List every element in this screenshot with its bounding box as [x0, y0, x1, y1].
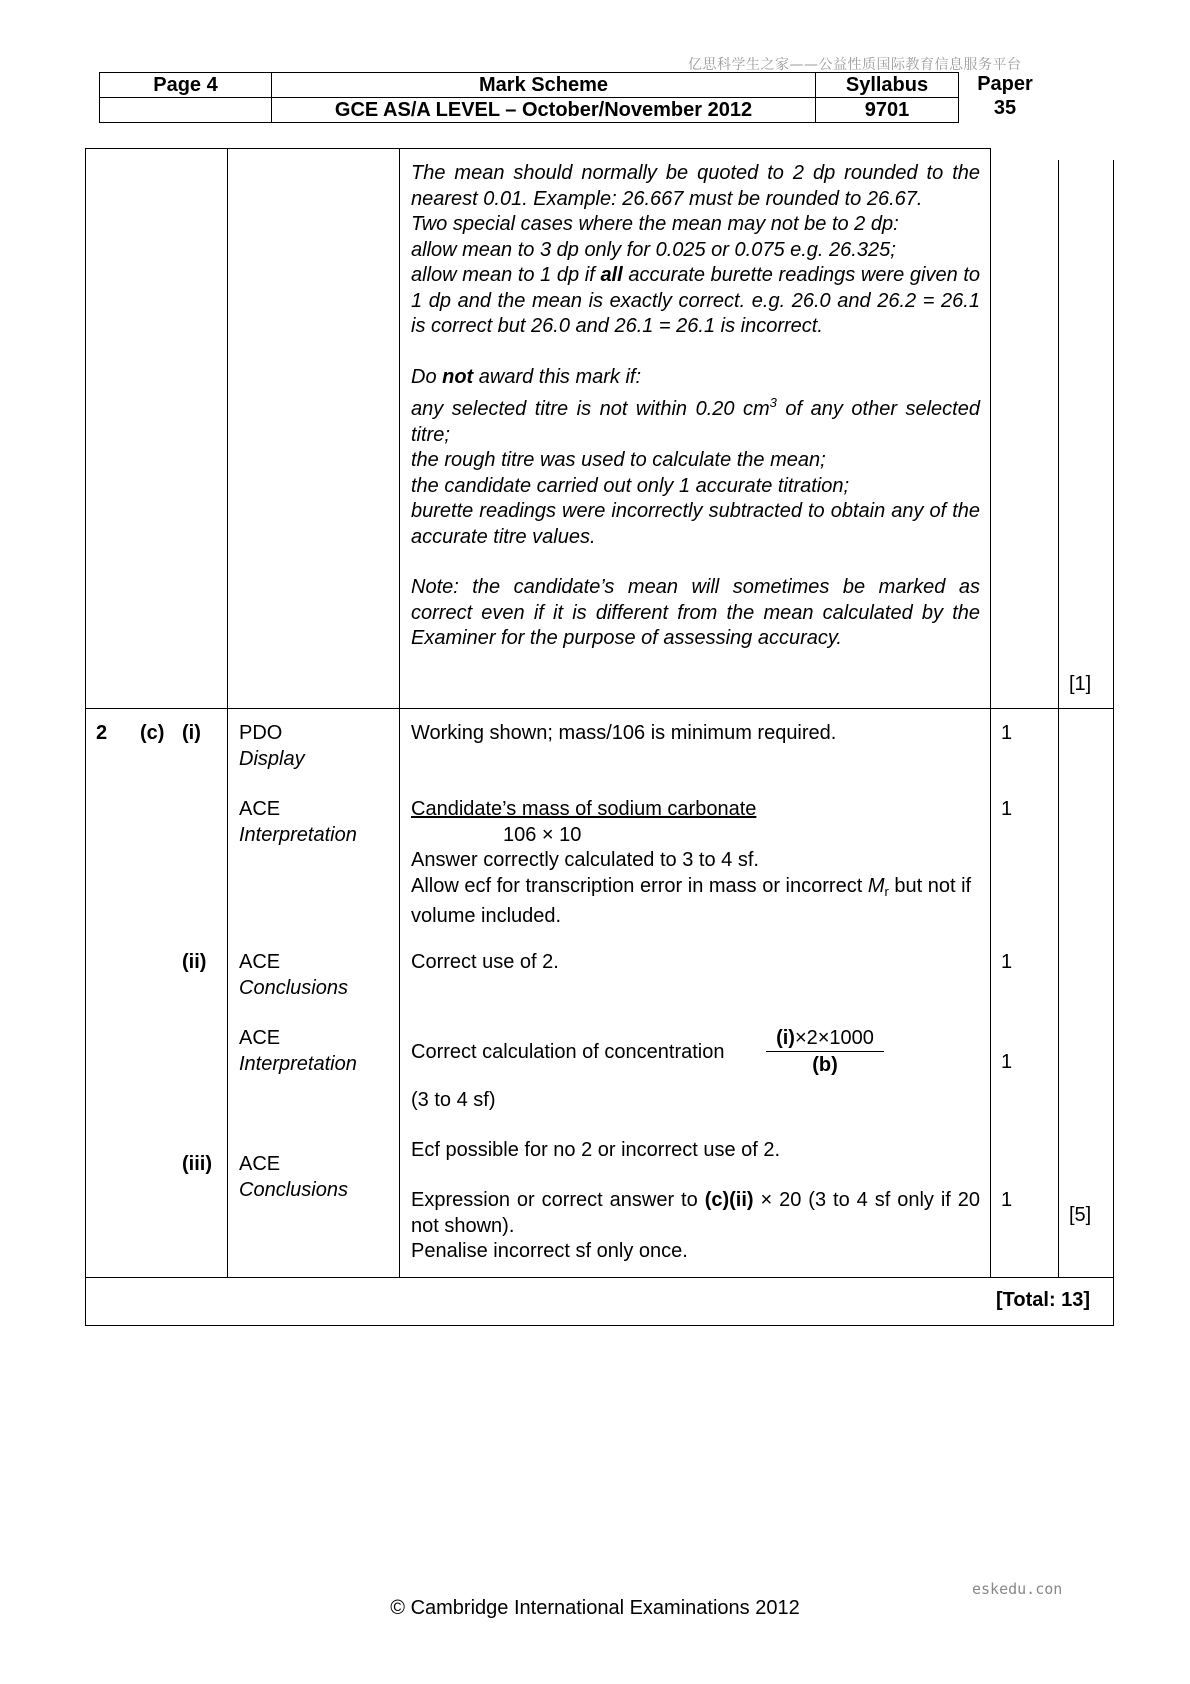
doc-title: Mark Scheme	[272, 73, 816, 98]
doc-subtitle: GCE AS/A LEVEL – October/November 2012	[272, 98, 816, 123]
row2-fraction-numerator: Candidate’s mass of sodium carbonate	[411, 798, 757, 820]
row4-ecf: Ecf possible for no 2 or incorrect use of 2.	[411, 1139, 781, 1161]
row3-text: Correct use of 2.	[411, 951, 559, 973]
subtotal: [5]	[1069, 1204, 1092, 1226]
page-number: Page 4	[100, 73, 272, 98]
header-table	[99, 72, 959, 123]
row4-mark: 1	[1001, 1051, 1013, 1073]
syllabus-label: Syllabus	[816, 73, 959, 98]
rule	[85, 1277, 1114, 1278]
row2-ecf-note: Allow ecf for transcription error in mass or incorrect $M_r$ but not if volume included.	[411, 874, 972, 927]
row5-mark: 1	[1001, 1189, 1013, 1211]
guidance-special-cases: Two special cases where the mean may not be to 2 dp:	[411, 213, 899, 235]
row4-skill: ACE Interpretation	[239, 1027, 357, 1075]
rule	[85, 148, 991, 149]
copyright-footer: © Cambridge International Examinations 2012	[390, 1597, 800, 1619]
row4-fraction-denominator: (b)	[812, 1054, 838, 1076]
continued-guidance	[411, 161, 980, 652]
rule	[85, 708, 1114, 709]
question-number: 2	[96, 722, 108, 744]
row3-skill: ACE Conclusions	[239, 951, 348, 999]
row2-mark: 1	[1001, 798, 1013, 820]
paper-number: 35	[993, 97, 1017, 119]
guidance-mean-rounding: The mean should normally be quoted to 2 dp rounded to the nearest 0.01. Example: 26.667 must be rounded to 26.67.	[411, 162, 980, 210]
continued-total: [1]	[1069, 673, 1092, 695]
rule	[399, 148, 400, 1277]
guidance-do-not-award: Do not award this mark if:	[411, 365, 642, 388]
header-empty	[100, 98, 272, 123]
row2-skill: ACE Interpretation	[239, 798, 357, 846]
guidance-note: Note: the candidate’s mean will sometimes be marked as correct even if it is different from the mean calculated by the Examiner for the purpose of assessing accuracy.	[411, 576, 980, 649]
guidance-one-titration: the candidate carried out only 1 accurate titration;	[411, 474, 850, 497]
row3-mark: 1	[1001, 951, 1013, 973]
guidance-rough-titre: the rough titre was used to calculate the mean;	[411, 449, 826, 471]
row5-text	[411, 1188, 980, 1265]
row5-penalise: Penalise incorrect sf only once.	[411, 1240, 688, 1262]
row2-fraction-denominator: 106 × 10	[503, 823, 582, 846]
guidance-subtraction: burette readings were incorrectly subtracted to obtain any of the accurate titre values.	[411, 500, 980, 548]
rule	[227, 148, 228, 1277]
question-part: (c)	[140, 722, 165, 744]
row2-answer-note: Answer correctly calculated to 3 to 4 sf.	[411, 849, 759, 871]
guidance-3dp: allow mean to 3 dp only for 0.025 or 0.075 e.g. 26.325;	[411, 238, 896, 261]
rule	[85, 1325, 1114, 1326]
subpart-ii: (ii)	[182, 951, 207, 973]
paper-label: Paper	[977, 73, 1033, 95]
row5-skill: ACE Conclusions	[239, 1153, 348, 1201]
guidance-1dp: allow mean to 1 dp if all accurate burette readings were given to 1 dp and the mean is exactly correct. e.g. 26.0 and 26.2 = 26.1 is correct but 26.0 and 26.1 = 26.1 is incorrect.	[411, 264, 981, 337]
paper-header	[955, 72, 1055, 120]
question-total: [Total: 13]	[996, 1289, 1091, 1311]
rule	[1113, 160, 1114, 1325]
row2-text	[411, 797, 983, 930]
row4-fraction-numerator: (i)×2×1000	[766, 1025, 884, 1052]
row1-skill: PDO Display	[239, 722, 305, 770]
rule	[85, 148, 86, 1325]
row5-expression: Expression or correct answer to (c)(ii) × 20 (3 to 4 sf only if 20 not shown).	[411, 1189, 981, 1237]
rule	[1058, 160, 1059, 1277]
watermark-bottom: eskedu.con	[972, 1580, 1063, 1598]
subpart-iii: (iii)	[182, 1153, 212, 1175]
watermark-top: 亿思科学生之家——公益性质国际教育信息服务平台	[688, 57, 1022, 73]
row1-mark: 1	[1001, 722, 1013, 744]
guidance-titre-range: any selected titre is not within 0.20 $cm^3$ of any other selected titre;	[411, 395, 980, 446]
rule	[990, 148, 991, 1277]
row1-text: Working shown; mass/106 is minimum required.	[411, 722, 837, 744]
row4-fraction	[766, 1025, 884, 1078]
subpart-i: (i)	[182, 722, 201, 744]
row4-sf: (3 to 4 sf)	[411, 1089, 496, 1111]
syllabus-code: 9701	[816, 98, 959, 123]
row4-text: Correct calculation of concentration	[411, 1041, 725, 1063]
